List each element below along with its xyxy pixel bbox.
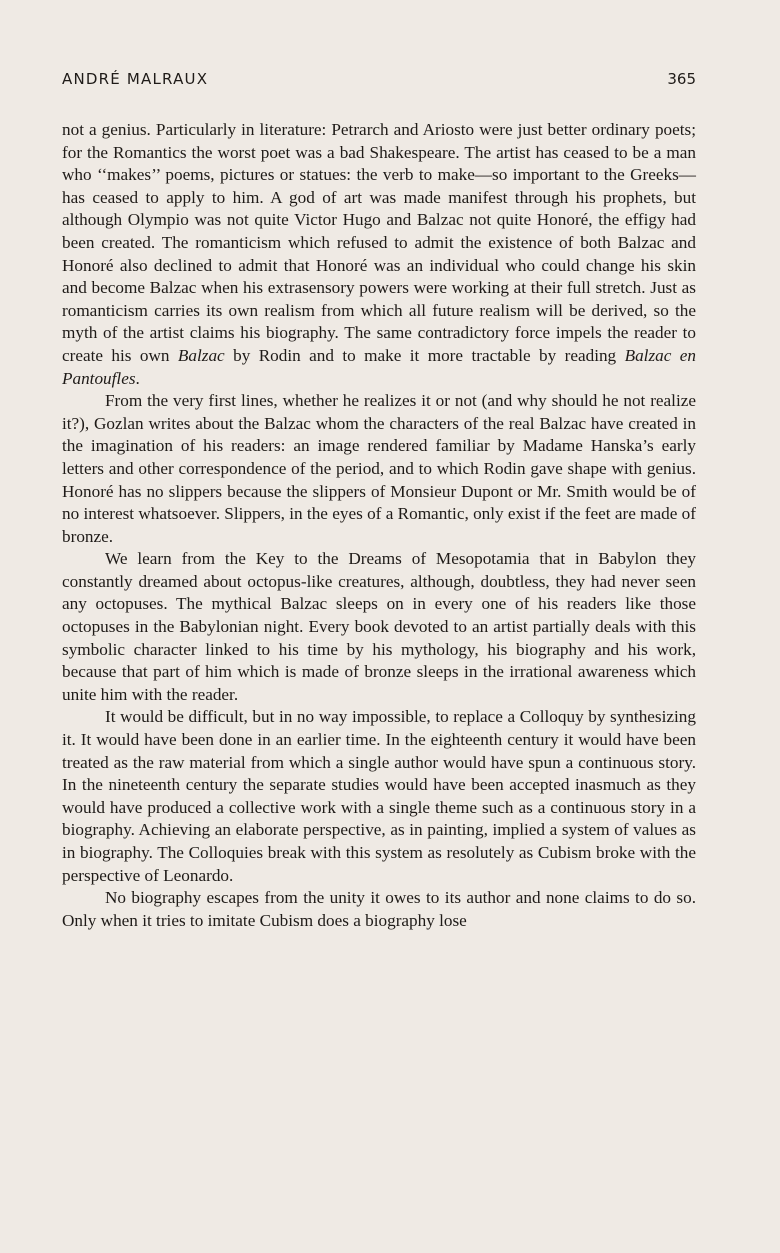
paragraph-4	[62, 706, 696, 887]
text-run: No biography escapes from the unity it owes to its author and none claims to do so. Only when it tries to imitate Cubism does a biography lose	[62, 888, 696, 930]
running-head-title: ANDRÉ MALRAUX	[62, 70, 209, 88]
text-run: .	[135, 368, 140, 388]
running-head	[62, 70, 696, 92]
page-number: 365	[667, 70, 696, 88]
text-run: by Rodin and to make it more tractable by reading	[224, 345, 625, 365]
paragraph-5	[62, 887, 696, 932]
italic-title-balzac: Balzac	[177, 345, 225, 365]
text-run: It would be difficult, but in no way impossible, to replace a Colloquy by synthesizing it. It would have been done in an earlier time. In the eighteenth century it would have been treated as the raw material from which a single author would have spun a continuous story. In the nineteenth century the separate studies would have been accepted inasmuch as they would have produced a collective work with a single theme such as a continuous story in a biography. Achieving an elaborate perspective, as in painting, implied a system of values as in biography. The Colloquies break with this system as resolutely as Cubism broke with the perspective of Leonardo.	[62, 707, 696, 885]
paragraph-1	[62, 119, 696, 390]
paragraph-3	[62, 548, 696, 706]
paragraph-2	[62, 390, 696, 548]
text-run: We learn from the Key to the Dreams of Mesopotamia that in Babylon they constantly dreamed about octopus-like creatures, although, doubtless, they had never seen any octopuses. The mythical Balzac sleeps on in every one of his readers like those octopuses in the Babylonian night. Every book devoted to an artist partially deals with this symbolic character linked to his time by his mythology, his biography and his work, because that part of him which is made of bronze sleeps in the irrational awareness which unite him with the reader.	[62, 549, 696, 704]
italic-title-balzac-en-pantoufles: Balzac en Pantoufles	[62, 345, 696, 388]
body-text	[62, 119, 696, 932]
text-run: From the very first lines, whether he realizes it or not (and why should he not realize it?), Gozlan writes about the Balzac whom the characters of the real Balzac have created in the imagination of his readers: an image rendered familiar by Madame Hanska’s early letters and other correspondence of the period, and to which Rodin gave shape with genius. Honoré has no slippers because the slippers of Monsieur Dupont or Mr. Smith would be of no interest whatsoever. Slippers, in the eyes of a Romantic, only exist if the feet are made of bronze.	[62, 391, 696, 546]
text-run: not a genius. Particularly in literature: Petrarch and Ariosto were just better ordinary poets; for the Romantics the worst poet was a bad Shakespeare. The artist has ceased to be a man who ‘‘makes’’ poems, pictures or statues: the verb to make—so important to the Greeks—has ceased to apply to him. A god of art was made manifest through his prophets, but although Olympio was not quite Victor Hugo and Balzac not quite Honoré, the effigy had been created. The romanticism which refused to admit the existence of both Balzac and Honoré also declined to admit that Honoré was an individual who could change his skin and become Balzac when his extrasensory powers were working at their full stretch. Just as romanticism carries its own realism from which all future realism will be derived, so the myth of the artist claims his biography. The same contradictory force impels the reader to create his own	[62, 120, 696, 365]
